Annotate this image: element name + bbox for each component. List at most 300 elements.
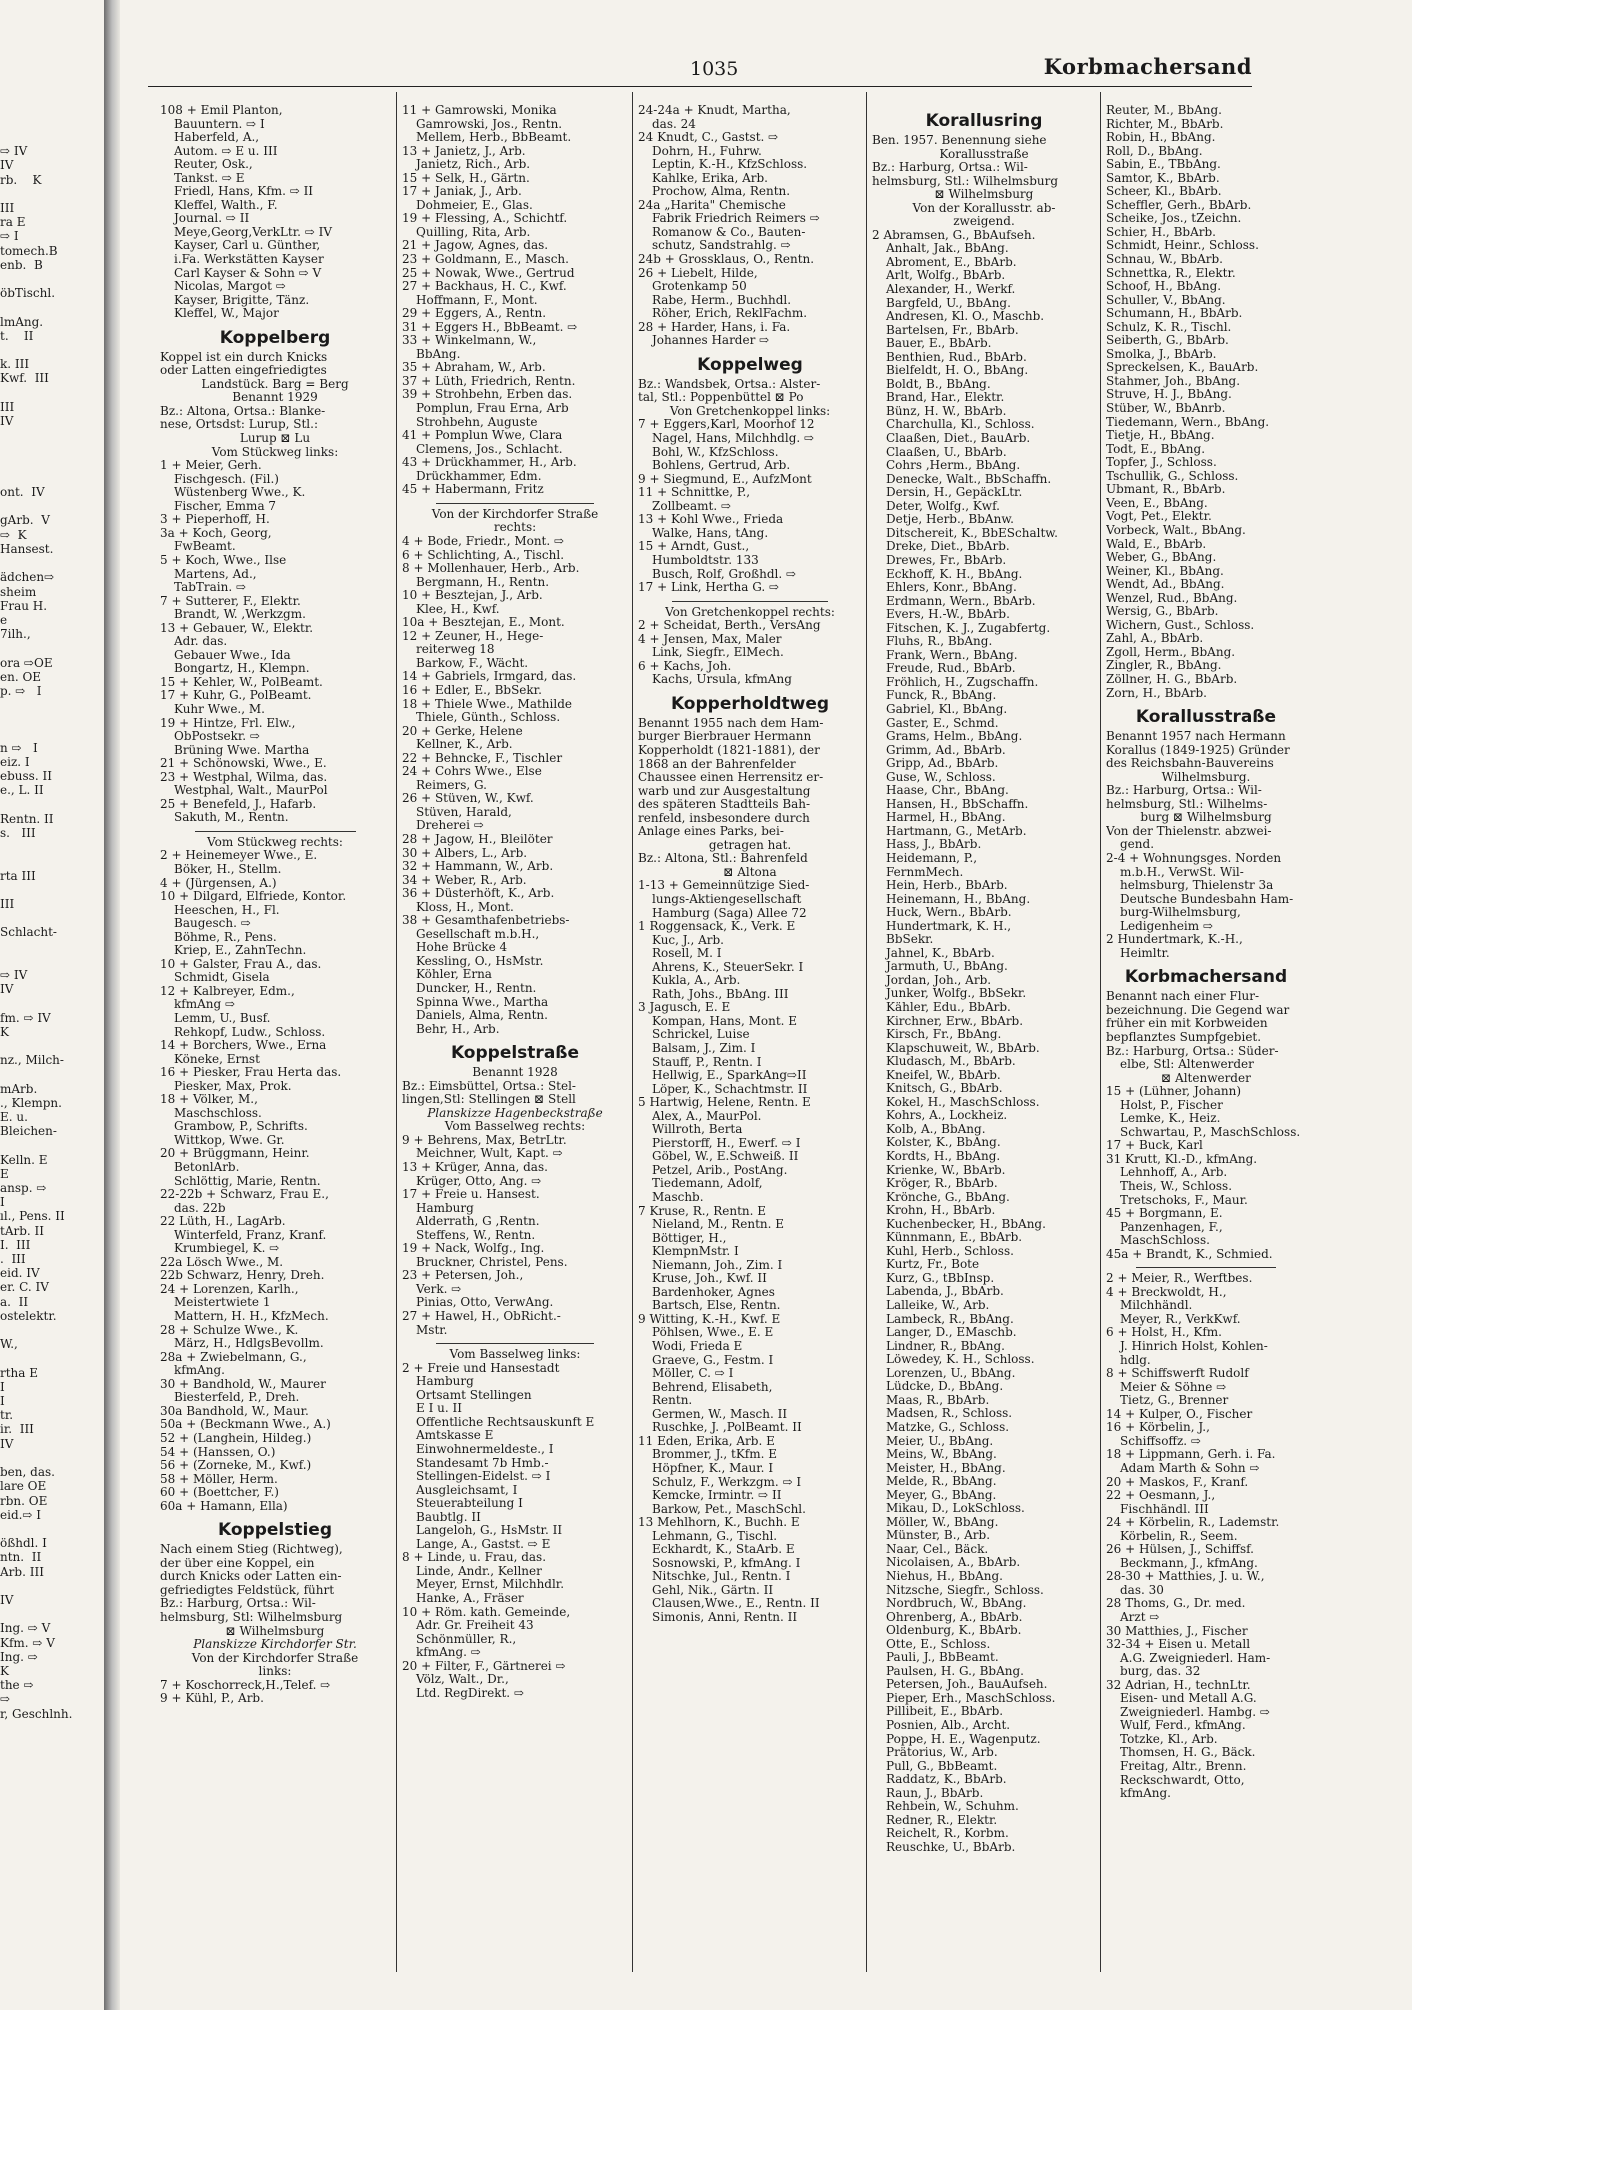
entry-line: Ben. 1957. Benennung siehe — [872, 134, 1047, 147]
entry-continuation: Link, Siegfr., ElMech. — [652, 646, 784, 660]
entry-continuation: E I u. II — [416, 1402, 462, 1416]
entry-continuation: Lindner, R., BbAng. — [886, 1339, 1005, 1353]
entry-continuation: Kokel, H., MaschSchloss. — [886, 1095, 1040, 1109]
entry-line: Vom Basselweg links: — [449, 1348, 581, 1362]
entry-continuation: Kachs, Ursula, kfmAng — [652, 673, 792, 687]
entry-line: Von der Kirchdorfer Straße — [191, 1651, 359, 1665]
fragment-line: Kwf. III — [0, 371, 49, 386]
entry-continuation: Schwartau, P., MaschSchloss. — [1120, 1125, 1301, 1139]
entry-line: 20 + Filter, F., Gärtnerei ⇨ — [402, 1659, 566, 1673]
entry-line: Schnettka, R., Elektr. — [1106, 266, 1236, 280]
entry-continuation: Sakuth, M., Rentn. — [174, 811, 289, 825]
entry-continuation: Möller, W., BbAng. — [886, 1515, 999, 1529]
entry-line: 16 + Körbelin, J., — [1106, 1421, 1210, 1435]
entry-continuation: Hamburg (Saga) Allee 72 — [652, 906, 807, 920]
fragment-line: III — [0, 399, 15, 414]
entry-line: 24-24a + Knudt, Martha, — [638, 104, 791, 117]
entry-continuation: Alex, A., MaurPol. — [652, 1109, 762, 1123]
entry-line: 28 + Schulze Wwe., K. — [160, 1323, 299, 1337]
entry-line: 23 + Goldmann, E., Masch. — [402, 253, 569, 267]
entry-continuation: Rentn. — [652, 1394, 693, 1408]
entry-continuation: hdlg. — [1120, 1353, 1151, 1367]
entry-line: 34 + Weber, R., Arb. — [402, 873, 527, 887]
fragment-line — [0, 854, 100, 868]
fragment-line: ., Klempn. — [0, 1095, 62, 1110]
entry-line: 23 + Westphal, Wilma, das. — [160, 770, 328, 784]
entry-line: 11 Eden, Erika, Arb. E — [638, 1434, 775, 1448]
entry-line: 45 + Habermann, Fritz — [402, 483, 544, 497]
entry-line: Tschullik, G., Schloss. — [1106, 469, 1239, 483]
entry-continuation: Bohlens, Gertrud, Arb. — [652, 459, 791, 473]
entry-continuation: Maas, R., BbArb. — [886, 1393, 990, 1407]
entry-line: bezeichnung. Die Gegend war — [1106, 1003, 1290, 1017]
entry-continuation: Nicolas, Margot ⇨ — [174, 280, 286, 294]
entry-line: des Reichsbahn-Bauvereins — [1106, 757, 1274, 771]
entry-line: 14 + Gabriels, Irmgard, das. — [402, 670, 577, 684]
entry-continuation: Ltd. RegDirekt. ⇨ — [416, 1686, 524, 1700]
fragment-line: r, Geschlnh. — [0, 1706, 73, 1721]
entry-continuation: Hein, Herb., BbArb. — [886, 879, 1008, 893]
entry-continuation: Hoffmann, F., Mont. — [416, 293, 538, 307]
entry-line: 10 + Besztejan, J., Arb. — [402, 589, 543, 603]
entry-continuation: Wodi, Frieda E — [652, 1340, 743, 1354]
entry-continuation: Cohrs ,Herm., BbAng. — [886, 459, 1021, 473]
entry-continuation: Meistertwiete 1 — [174, 1296, 271, 1310]
fragment-line: rb. K — [0, 172, 42, 187]
entry-line: Samtor, K., BbArb. — [1106, 171, 1220, 185]
entry-line: 14 + Kulper, O., Fischer — [1106, 1407, 1253, 1421]
entry-continuation: Nordbruch, W., BbAng. — [886, 1597, 1027, 1611]
entry-continuation: Reckschwardt, Otto, — [1120, 1773, 1245, 1787]
entry-line: Weiner, Kl., BbAng. — [1106, 564, 1224, 578]
fragment-line: E. u. — [0, 1110, 28, 1125]
entry-line: Bz.: Harburg, Ortsa.: Wil- — [872, 161, 1028, 175]
entry-continuation: kfmAng. ⇨ — [416, 1646, 481, 1660]
entry-line: Scheike, Jos., tZeichn. — [1106, 212, 1242, 226]
entry-continuation: Biesterfeld, P., Dreh. — [174, 1391, 300, 1405]
entry-continuation: Labenda, J., BbArb. — [886, 1285, 1004, 1299]
entry-continuation: Behrend, Elisabeth, — [652, 1380, 773, 1394]
entry-line: 56 + (Zorneke, M., Kwf.) — [160, 1459, 312, 1473]
entry-line: Bz.: Altona, Ortsa.: Blanke- — [160, 404, 326, 418]
entry-line: Seiberth, G., BbArb. — [1106, 334, 1229, 348]
entry-continuation: Köneke, Ernst — [174, 1052, 260, 1066]
entry-line: Landstück. Barg = Berg — [201, 377, 349, 391]
entry-continuation: Köhler, Erna — [416, 968, 492, 982]
entry-continuation: Quilling, Rita, Arb. — [416, 225, 531, 239]
fragment-line: ir. III — [0, 1422, 34, 1437]
entry-line: oder Latten eingefriedigtes — [160, 364, 327, 378]
entry-continuation: FernmMech. — [886, 865, 964, 879]
entry-continuation: Oldenburg, K., BbArb. — [886, 1624, 1022, 1638]
fragment-line: lmAng. — [0, 314, 44, 329]
entry-continuation: Prätorius, W., Arb. — [886, 1746, 998, 1760]
fragment-line: rbn. OE — [0, 1493, 48, 1508]
fragment-line: tArb. II — [0, 1223, 45, 1238]
entry-continuation: Wulf, Ferd., kfmAng. — [1120, 1719, 1246, 1733]
entry-continuation: Rabe, Herm., Buchhdl. — [652, 293, 792, 307]
entry-continuation: Milchhändl. — [1120, 1299, 1193, 1313]
entry-continuation: schutz, Sandstrahlg. ⇨ — [652, 239, 791, 253]
entry-line: Tiedemann, Wern., BbAng. — [1106, 415, 1270, 429]
entry-continuation: Tiedemann, Adolf, — [652, 1177, 763, 1191]
entry-line: Wenzel, Rud., BbAng. — [1106, 591, 1238, 605]
entry-continuation: Willroth, Berta — [652, 1123, 743, 1137]
entry-line: 31 + Eggers H., BbBeamt. ⇨ — [402, 320, 578, 334]
entry-continuation: burg-Wilhelmsburg, — [1120, 906, 1241, 920]
entry-continuation: Heidemann, P., — [886, 851, 978, 865]
entry-line: 1 + Meier, Gerh. — [160, 459, 262, 473]
fragment-line: ädchen⇨ — [0, 570, 55, 585]
entry-continuation: Tretschoks, F., Maur. — [1120, 1193, 1248, 1207]
fragment-line — [0, 442, 100, 456]
fragment-line: I — [0, 1195, 5, 1210]
entry-continuation: Meister, H., BbAng. — [886, 1461, 1006, 1475]
entry-continuation: Bohl, W., KfzSchloss. — [652, 445, 779, 459]
entry-continuation: BetonlArb. — [174, 1161, 240, 1175]
entry-continuation: Kukla, A., Arb. — [652, 974, 741, 988]
entry-continuation: das. 22b — [174, 1201, 226, 1215]
entry-line: nese, Ortsdst: Lurup, Stl.: — [160, 418, 319, 432]
entry-continuation: Meier & Söhne ⇨ — [1120, 1380, 1227, 1394]
entry-line: 17 + Janiak, J., Arb. — [402, 185, 522, 199]
fragment-line — [0, 996, 100, 1010]
entry-continuation: Heimltr. — [1120, 946, 1170, 960]
entry-line: helmsburg, Stl: Wilhelmsburg — [160, 1610, 343, 1624]
entry-line: 25 + Nowak, Wwe., Gertrud — [402, 266, 575, 280]
entry-continuation: Krumbiegel, K. ⇨ — [174, 1242, 280, 1256]
entry-continuation: Autom. ⇨ E u. III — [174, 144, 278, 158]
street-header: Korallusring — [925, 111, 1043, 131]
entry-line: 24a „Harita" Chemische — [638, 198, 786, 212]
entry-line: 27 + Hawel, H., ObRicht.- — [402, 1310, 561, 1324]
entry-continuation: Kahlke, Erika, Arb. — [652, 171, 768, 185]
entry-continuation: Totzke, Kl., Arb. — [1120, 1732, 1218, 1746]
entry-continuation: Pierstorff, H., Ewerf. ⇨ I — [652, 1136, 801, 1150]
entry-continuation: Hellwig, E., SparkAng⇨II — [652, 1069, 807, 1083]
entry-continuation: Haberfeld, A., — [174, 131, 260, 145]
entry-line: Spreckelsen, K., BauArb. — [1106, 361, 1259, 375]
entry-continuation: Carl Kayser & Sohn ⇨ V — [174, 266, 322, 280]
entry-line: ⊠ Wilhelmsburg — [225, 1624, 325, 1638]
entry-continuation: Kolb, A., BbAng. — [886, 1122, 986, 1136]
column-rule — [396, 92, 397, 1972]
entry-line: Benannt 1928 — [472, 1066, 558, 1080]
entry-continuation: März, H., HdlgsBevollm. — [174, 1337, 324, 1351]
entry-continuation: Meyer, Ernst, Milchhdlr. — [416, 1578, 565, 1592]
entry-continuation: kfmAng ⇨ — [174, 998, 236, 1012]
fragment-line: . III — [0, 1252, 26, 1267]
entry-continuation: Kompan, Hans, Mont. E — [652, 1014, 798, 1028]
entry-line: 37 + Lüth, Friedrich, Rentn. — [402, 374, 576, 388]
column-5 — [1106, 104, 1306, 1984]
entry-continuation: Poppe, H. E., Wagenputz. — [886, 1732, 1041, 1746]
entry-line: 9 + Kühl, P., Arb. — [160, 1692, 264, 1706]
entry-line: 2 + Heinemeyer Wwe., E. — [160, 849, 318, 863]
entry-line: 45 + Borgmann, E. — [1106, 1207, 1223, 1221]
entry-line: Von Gretchenkoppel links: — [669, 404, 831, 418]
entry-continuation: Rehbein, W., Schuhm. — [886, 1800, 1019, 1814]
entry-line: Vom Stückweg rechts: — [207, 835, 343, 849]
previous-page-fragment — [0, 130, 100, 1721]
entry-continuation: Langeloh, G., HsMstr. II — [416, 1524, 563, 1538]
entry-continuation: Thiele, Günth., Schloss. — [416, 711, 561, 725]
entry-continuation: Münster, B., Arb. — [886, 1529, 991, 1543]
fragment-line: ⇨ IV — [0, 967, 28, 982]
entry-continuation: Panzenhagen, F., — [1120, 1220, 1223, 1234]
entry-line: Korallus (1849-1925) Gründer — [1106, 743, 1290, 757]
fragment-line — [0, 556, 100, 570]
entry-continuation: Steffens, W., Rentn. — [416, 1228, 536, 1242]
entry-continuation: Huck, Wern., BbArb. — [886, 906, 1012, 920]
entry-continuation: Fröhlich, H., Zugschaffn. — [886, 675, 1039, 689]
entry-continuation: Rosell, M. I — [652, 947, 722, 961]
entry-continuation: Pillibeit, E., BbArb. — [886, 1705, 1004, 1719]
entry-line: Wersig, G., BbArb. — [1106, 605, 1219, 619]
entry-continuation: Germen, W., Masch. II — [652, 1407, 788, 1421]
entry-line: 4 + Jensen, Max, Maler — [638, 632, 782, 646]
entry-line: 17 + Link, Hertha G. ⇨ — [638, 581, 780, 595]
entry-line: Struve, H. J., BbAng. — [1106, 388, 1232, 402]
fragment-line — [0, 457, 100, 471]
entry-line: 18 + Thiele Wwe., Mathilde — [402, 697, 572, 711]
entry-continuation: Öffentliche Rechtsauskunft E — [416, 1415, 595, 1429]
fragment-line: k. III — [0, 357, 30, 372]
entry-continuation: Denecke, Walt., BbSchaffn. — [886, 472, 1052, 486]
entry-continuation: Wittkop, Wwe. Gr. — [174, 1133, 285, 1147]
entry-continuation: Posnien, Alb., Archt. — [886, 1718, 1011, 1732]
entry-continuation: Winterfeld, Franz, Kranf. — [174, 1228, 327, 1242]
entry-line: Planskizze Kirchdorfer Str. — [193, 1638, 357, 1652]
entry-line: renfeld, insbesondere durch — [638, 811, 810, 825]
entry-line: 12 + Kalbreyer, Edm., — [160, 984, 295, 998]
entry-continuation: Meyer, G., BbAng. — [886, 1488, 997, 1502]
street-header: Korallusstraße — [1135, 707, 1277, 728]
entry-continuation: Maschschloss. — [174, 1106, 262, 1120]
entry-line: links: — [258, 1665, 292, 1679]
entry-continuation: Detje, Herb., BbAnw. — [886, 513, 1014, 527]
entry-line: Wald, E., BbArb. — [1106, 537, 1207, 551]
entry-line: rechts: — [493, 521, 537, 535]
entry-line: ⊠ Altona — [723, 865, 777, 879]
entry-continuation: Lambeck, R., BbAng. — [886, 1312, 1014, 1326]
entry-line: 36 + Düsterhöft, K., Arb. — [402, 887, 555, 901]
entry-line: 16 + Piesker, Frau Herta das. — [160, 1066, 342, 1080]
entry-line: Schoof, H., BbAng. — [1106, 280, 1222, 294]
entry-line: 58 + Möller, Herm. — [160, 1472, 278, 1486]
entry-continuation: Pinias, Otto, VerwAng. — [416, 1296, 554, 1310]
entry-line: 21 + Jagow, Agnes, das. — [402, 239, 549, 253]
entry-line: 9 + Siegmund, E., AufzMont — [638, 472, 812, 486]
street-header: Korbmachersand — [1124, 967, 1288, 988]
entry-continuation: burg, das. 32 — [1120, 1665, 1201, 1679]
entry-line: Zgoll, Herm., BbAng. — [1106, 645, 1236, 659]
fragment-line: ößhdl. I — [0, 1536, 47, 1551]
entry-continuation: Fitschen, K. J., Zugabfertg. — [886, 621, 1051, 635]
entry-continuation: Stauff, P., Rentn. I — [652, 1055, 762, 1069]
entry-line: Todt, E., BbAng. — [1106, 442, 1206, 456]
entry-continuation: Reuschke, U., BbArb. — [886, 1840, 1016, 1854]
fragment-line — [0, 1451, 100, 1465]
entry-continuation: Grambow, P., Schrifts. — [174, 1120, 308, 1134]
entry-line: 1868 an der Bahrenfelder — [638, 757, 796, 771]
entry-line: 26 + Stüven, W., Kwf. — [402, 792, 534, 806]
entry-continuation: Barkow, Pet., MaschSchl. — [652, 1502, 806, 1516]
fragment-line: ⇨ I — [0, 229, 19, 244]
entry-continuation: Jordan, Joh., Arb. — [886, 973, 992, 987]
fragment-line — [0, 187, 100, 201]
entry-line: Nach einem Stieg (Richtweg), — [160, 1543, 343, 1557]
entry-line: 23 + Petersen, Joh., — [402, 1269, 524, 1283]
entry-continuation: Duncker, H., Rentn. — [416, 982, 537, 995]
entry-line: 13 + Krüger, Anna, das. — [402, 1161, 548, 1175]
entry-continuation: Nitschke, Jul., Rentn. I — [652, 1570, 791, 1584]
entry-line: Reuter, M., BbAng. — [1106, 104, 1222, 117]
fragment-line: en. OE — [0, 669, 42, 684]
entry-line: Schier, H., BbArb. — [1106, 225, 1216, 239]
entry-line: Schnau, W., BbArb. — [1106, 253, 1223, 267]
fragment-line: sheim — [0, 584, 37, 599]
entry-line: 11 + Gamrowski, Monika — [402, 104, 557, 117]
column-3 — [638, 104, 862, 1984]
entry-line: 8 + Linde, u. Frau, das. — [402, 1551, 547, 1565]
entry-continuation: Funck, R., BbAng. — [886, 689, 997, 703]
entry-continuation: Theis, W., Schloss. — [1120, 1180, 1233, 1194]
fragment-line: e., L. II — [0, 783, 44, 798]
entry-continuation: Lemke, K., Heiz. — [1120, 1112, 1221, 1126]
entry-continuation: Gebauer Wwe., Ida — [174, 648, 291, 662]
entry-continuation: Hass, J., BbArb. — [886, 838, 982, 852]
entry-continuation: Niehus, H., BbAng. — [886, 1569, 1003, 1583]
entry-line: 8 + Schiffswerft Rudolf — [1106, 1367, 1249, 1381]
entry-line: 4 + (Jürgensen, A.) — [160, 876, 277, 890]
entry-continuation: Deter, Wolfg., Kwf. — [886, 499, 1000, 513]
entry-continuation: Nagel, Hans, Milchhdlg. ⇨ — [652, 432, 815, 446]
entry-continuation: Brand, Har., Elektr. — [886, 391, 1005, 405]
entry-continuation: Clemens, Jos., Schlacht. — [416, 442, 563, 456]
entry-continuation: Gabriel, Kl., BbAng. — [886, 702, 1008, 716]
entry-continuation: Böker, H., Stellm. — [174, 862, 282, 876]
entry-continuation: Kessling, O., HsMstr. — [416, 954, 544, 968]
fragment-line: ntn. II — [0, 1550, 42, 1565]
entry-continuation: Fischhändl. III — [1120, 1502, 1209, 1516]
entry-continuation: Meier, U., BbAng. — [886, 1434, 994, 1448]
entry-continuation: Schmidt, Gisela — [174, 971, 270, 985]
entry-line: 20 + Brüggmann, Heinr. — [160, 1147, 310, 1161]
column-1 — [160, 104, 390, 1984]
entry-continuation: Pöhlsen, Wwe., E. E — [652, 1326, 774, 1340]
entry-continuation: Kellner, K., Arb. — [416, 738, 513, 752]
entry-continuation: Fluhs, R., BbAng. — [886, 635, 993, 649]
entry-line: Von der Kirchdorfer Straße — [431, 507, 599, 521]
entry-line: 19 + Hintze, Frl. Elw., — [160, 716, 296, 730]
fragment-line — [0, 641, 100, 655]
entry-line: Vom Basselweg rechts: — [444, 1120, 586, 1134]
entry-continuation: Johannes Harder ⇨ — [652, 334, 770, 348]
street-header: Kopperholdtweg — [670, 693, 830, 714]
street-header: Koppelberg — [219, 327, 331, 348]
entry-line: 6 + Holst, H., Kfm. — [1106, 1326, 1222, 1340]
entry-continuation: Krönche, G., BbAng. — [886, 1190, 1010, 1204]
fragment-line: ben, das. — [0, 1465, 55, 1480]
entry-line: 9 + Behrens, Max, BetrLtr. — [402, 1133, 567, 1147]
entry-continuation: Freude, Rud., BbArb. — [886, 662, 1016, 676]
fragment-line: tomech.B — [0, 243, 58, 258]
entry-line: Benannt 1955 nach dem Ham- — [638, 716, 824, 730]
entry-continuation: Evers, H.-W., BbArb. — [886, 608, 1010, 622]
entry-continuation: Schulz, F., Werkzgm. ⇨ I — [652, 1475, 802, 1489]
fragment-line — [0, 911, 100, 925]
fragment-line: öbTischl. — [0, 286, 56, 301]
entry-line: 16 + Edler, E., BbSekr. — [402, 683, 542, 697]
entry-continuation: Nicolaisen, A., BbArb. — [886, 1556, 1021, 1570]
entry-line: 22a Lösch Wwe., M. — [160, 1255, 284, 1269]
entry-continuation: Claaßen, Diet., BauArb. — [886, 432, 1031, 446]
entry-continuation: Wüstenberg Wwe., K. — [174, 486, 306, 500]
entry-continuation: Mattern, H. H., KfzMech. — [174, 1310, 329, 1324]
entry-line: Richter, M., BbArb. — [1106, 117, 1224, 131]
entry-continuation: Kirsch, Fr., BbAng. — [886, 1028, 1002, 1042]
entry-continuation: Brüning Wwe. Martha — [174, 743, 310, 757]
entry-continuation: Bauer, E., BbArb. — [886, 337, 992, 351]
entry-continuation: Pull, G., BbBeamt. — [886, 1759, 998, 1773]
entry-continuation: Bauuntern. ⇨ I — [174, 117, 265, 131]
entry-continuation: Zweigniederl. Hambg. ⇨ — [1120, 1705, 1270, 1719]
entry-continuation: Böhme, R., Pens. — [174, 930, 277, 944]
fragment-line: III — [0, 896, 15, 911]
fragment-line: IV — [0, 1436, 14, 1451]
entry-line: 24 + Lorenzen, Karlh., — [160, 1282, 299, 1296]
entry-line: 17 + Freie u. Hansest. — [402, 1188, 540, 1202]
entry-continuation: Lorenzen, U., BbAng. — [886, 1366, 1016, 1380]
entry-continuation: Klapschuweit, W., BbArb. — [886, 1041, 1040, 1055]
entry-line: 3a + Koch, Georg, — [160, 526, 272, 540]
entry-continuation: Kruse, Joh., Kwf. II — [652, 1272, 767, 1286]
section-separator — [436, 503, 594, 504]
entry-line: 15 + Kehler, W., PolBeamt. — [160, 675, 323, 689]
entry-line: Sabin, E., TBbAng. — [1106, 158, 1221, 172]
entry-line: tal, Stl.: Poppenbüttel ⊠ Po — [638, 391, 804, 405]
fragment-line: ostelektr. — [0, 1308, 57, 1323]
entry-continuation: Meye,Georg,VerkLtr. ⇨ IV — [174, 225, 333, 239]
entry-continuation: Kordts, H., BbAng. — [886, 1150, 1001, 1164]
entry-line: Vogt, Pet., Elektr. — [1106, 510, 1212, 524]
entry-continuation: Kurtz, Fr., Bote — [886, 1258, 980, 1272]
fragment-line — [0, 727, 100, 741]
entry-line: helmsburg, Stl.: Wilhelms- — [1106, 797, 1268, 811]
fragment-line: a. II — [0, 1294, 29, 1309]
entry-continuation: Guse, W., Schloss. — [886, 770, 996, 784]
entry-line: 14 + Borchers, Wwe., Erna — [160, 1039, 327, 1053]
entry-line: 28 + Jagow, H., Bleilöter — [402, 832, 553, 846]
entry-continuation: Alderrath, G ,Rentn. — [416, 1215, 540, 1229]
entry-line: Bz.: Harburg, Ortsa.: Wil- — [1106, 784, 1262, 798]
fragment-line: Ing. ⇨ V — [0, 1621, 51, 1636]
entry-line: 15 + Selk, H., Gärtn. — [402, 171, 530, 185]
entry-continuation: Klee, H., Kwf. — [416, 602, 500, 616]
entry-line: Benannt nach einer Flur- — [1106, 990, 1260, 1004]
fragment-line: ⇨ K — [0, 527, 27, 542]
fragment-line: rta III — [0, 868, 36, 883]
entry-continuation: Piesker, Max, Prok. — [174, 1079, 292, 1093]
section-separator — [436, 1343, 594, 1344]
entry-continuation: Paulsen, H. G., BbAng. — [886, 1664, 1024, 1678]
entry-continuation: lungs-Aktiengesellschaft — [652, 892, 802, 906]
entry-continuation: Ledigenheim ⇨ — [1120, 919, 1214, 933]
fragment-line — [0, 883, 100, 897]
entry-continuation: Frank, Wern., BbAng. — [886, 648, 1018, 662]
fragment-line: lare OE — [0, 1479, 47, 1494]
